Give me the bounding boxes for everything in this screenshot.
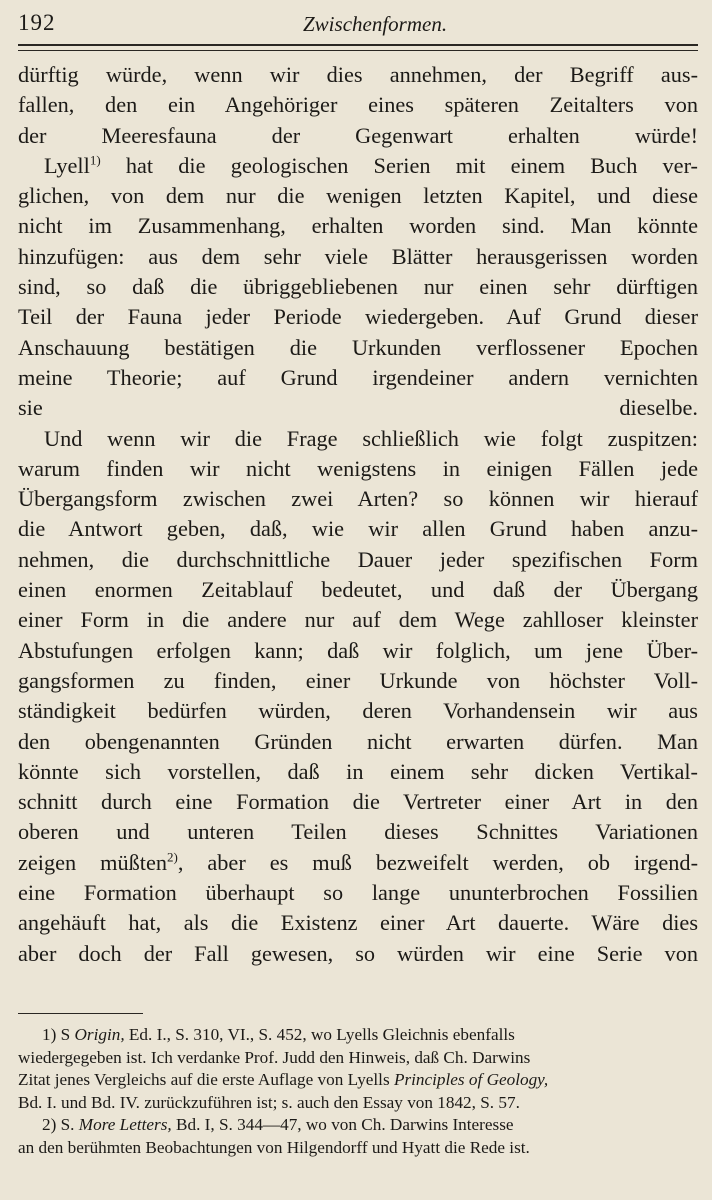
text-line: Und wenn wir die Frage schließlich wie folgt zuspitzen: xyxy=(44,425,698,451)
footnote-marker: 1) xyxy=(89,152,101,168)
text-line xyxy=(18,848,698,878)
text-line: könnte sich vorstellen, daß in einem sehr dicken Vertikal- xyxy=(18,758,698,784)
footnote-1 xyxy=(18,1024,698,1114)
work-title: Principles of Geology, xyxy=(393,1070,549,1090)
text-line: die Antwort geben, daß, wie wir allen Grund haben anzu- xyxy=(18,516,698,542)
footnote-rule xyxy=(18,1013,143,1014)
header-rule-thin xyxy=(18,50,698,51)
footnote-line xyxy=(18,1069,698,1092)
text-line: einer Form in die andere nur auf dem Wege zahlloser kleinster xyxy=(18,607,698,633)
footnote-line: wiedergegeben ist. Ich verdanke Prof. Judd den Hinweis, daß Ch. Darwins xyxy=(18,1047,531,1067)
footnote-line: an den berühmten Beobachtungen von Hilgendorff und Hyatt die Rede ist. xyxy=(18,1137,530,1157)
page-number: 192 xyxy=(18,10,56,35)
text-line: ständigkeit bedürfen würden, deren Vorhandensein wir aus xyxy=(18,698,698,724)
paragraph-1 xyxy=(18,60,698,151)
text-fragment: S xyxy=(60,1025,71,1044)
text-line: Übergangsform zwischen zwei Arten? so können wir hierauf xyxy=(18,486,698,512)
text-line: den obengenannten Gründen nicht erwarten dürfen. Man xyxy=(18,728,698,754)
text-line: schnitt durch eine Formation die Vertreter einer Art in den xyxy=(18,789,698,815)
footnote-line xyxy=(18,1024,698,1047)
work-title: More Letters, xyxy=(78,1115,172,1135)
footnote-line: Bd. I. und Bd. IV. zurückzuführen ist; s. auch den Essay von 1842, S. 57. xyxy=(18,1092,520,1112)
paragraph-3 xyxy=(18,424,698,969)
text-line: sie dieselbe. xyxy=(18,395,698,421)
text-fragment: zeigen müßten xyxy=(18,849,168,875)
text-line: dürftig würde, wenn wir dies annehmen, der Begriff aus- xyxy=(18,62,698,87)
text-line: der Meeresfauna der Gegenwart erhalten würde! xyxy=(18,122,698,148)
text-line: meine Theorie; auf Grund irgendeiner andern vernichten xyxy=(18,364,698,390)
text-line: angehäuft hat, als die Existenz einer Art dauerte. Wäre dies xyxy=(18,910,698,936)
author-name: Lyell xyxy=(44,152,90,178)
work-title: Origin, xyxy=(74,1025,125,1044)
text-line: oberen und unteren Teilen dieses Schnittes Variationen xyxy=(18,819,698,845)
text-line: fallen, den ein Angehöriger eines späteren Zeitalters von xyxy=(18,92,698,118)
text-line: hinzufügen: aus dem sehr viele Blätter herausgerissen worden xyxy=(18,243,698,269)
running-head: Zwischenformen. xyxy=(303,12,448,36)
footnote-number: 1) xyxy=(42,1025,57,1044)
text-line: sind, so daß die übriggebliebenen nur einen sehr dürftigen xyxy=(18,274,698,300)
text-line: warum finden wir nicht wenigstens in einigen Fällen jede xyxy=(18,455,698,481)
text-line: Teil der Fauna jeder Periode wiedergeben. Auf Grund dieser xyxy=(18,304,698,330)
text-line: glichen, von dem nur die wenigen letzten Kapitel, und diese xyxy=(18,183,698,209)
paragraph-2 xyxy=(18,151,698,424)
text-fragment: S. xyxy=(60,1115,75,1135)
text-fragment: Zitat jenes Vergleichs auf die erste Auflage von Lyells xyxy=(18,1070,390,1090)
header-rule-thick xyxy=(18,44,698,46)
footnote-line xyxy=(18,1114,698,1137)
main-text xyxy=(18,60,698,969)
text-fragment: Bd. I, S. 344—47, wo von Ch. Darwins Interesse xyxy=(176,1115,514,1135)
text-line: Anschauung bestätigen die Urkunden verflossener Epochen xyxy=(18,334,698,360)
footnotes xyxy=(18,1024,698,1160)
text-line xyxy=(18,151,698,181)
text-line: einen enormen Zeitablauf bedeutet, und daß der Übergang xyxy=(18,577,698,603)
text-line: aber doch der Fall gewesen, so würden wir eine Serie von xyxy=(18,940,698,966)
text-fragment: Ed. I., S. 310, VI., S. 452, wo Lyells Gleichnis ebenfalls xyxy=(128,1025,515,1044)
text-fragment: hat die geologischen Serien mit einem Buch ver- xyxy=(125,152,698,178)
footnote-marker: 2) xyxy=(167,849,178,865)
text-line: eine Formation überhaupt so lange ununterbrochen Fossilien xyxy=(18,880,698,906)
text-line: nicht im Zusammenhang, erhalten worden sind. Man könnte xyxy=(18,213,698,239)
text-line: Abstufungen erfolgen kann; daß wir folglich, um jene Über- xyxy=(18,637,698,663)
footnote-2 xyxy=(18,1114,698,1159)
text-fragment: , aber es muß bezweifelt werden, ob irgend- xyxy=(177,849,698,875)
text-line: nehmen, die durchschnittliche Dauer jeder spezifischen Form xyxy=(18,546,698,572)
footnote-number: 2) xyxy=(42,1115,57,1135)
text-line: gangsformen zu finden, einer Urkunde von höchster Voll- xyxy=(18,667,698,693)
page-header xyxy=(18,6,698,36)
